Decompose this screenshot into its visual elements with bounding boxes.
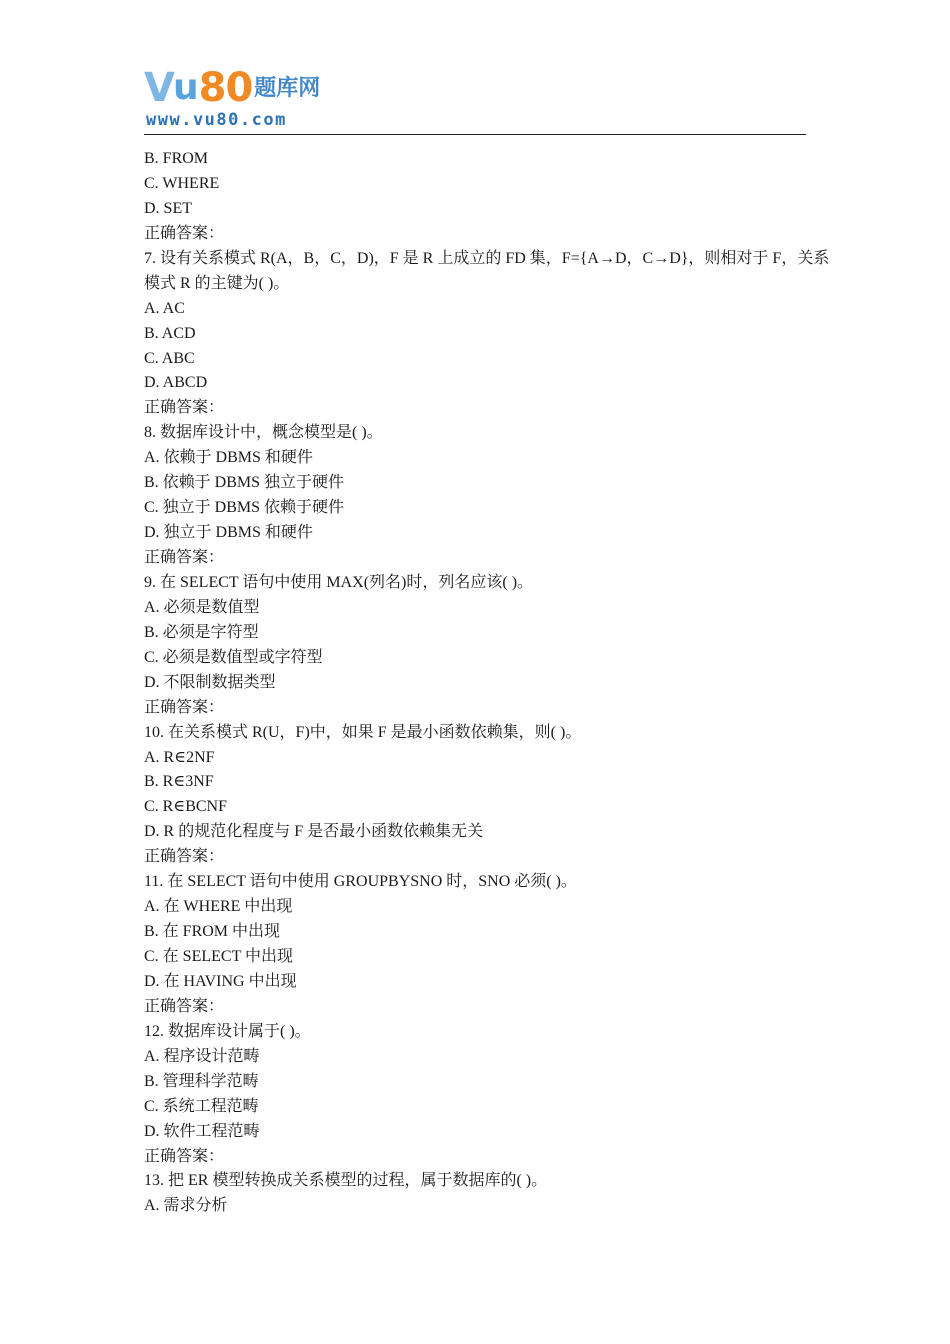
option-line: B. FROM bbox=[144, 150, 209, 167]
option-line: A. 程序设计范畴 bbox=[144, 1047, 260, 1065]
option-line: C. 必须是数值型或字符型 bbox=[144, 648, 323, 666]
answer-label: 正确答案： bbox=[144, 698, 225, 716]
question-line: 7. 设有关系模式 R(A，B，C，D)，F 是 R 上成立的 FD 集，F={A→D，C→D}，则相对于 F，关系 bbox=[144, 249, 830, 267]
question-line: 12. 数据库设计属于( )。 bbox=[144, 1022, 311, 1040]
option-line: A. 必须是数值型 bbox=[144, 598, 260, 616]
answer-label: 正确答案： bbox=[144, 399, 225, 417]
option-line: C. WHERE bbox=[144, 174, 220, 192]
option-line: B. 依赖于 DBMS 独立于硬件 bbox=[144, 474, 345, 492]
option-line: D. 软件工程范畴 bbox=[144, 1122, 260, 1140]
option-line: B. 必须是字符型 bbox=[144, 623, 259, 641]
option-line: A. 需求分析 bbox=[144, 1197, 228, 1215]
question-content bbox=[144, 147, 830, 1219]
option-line: D. ABCD bbox=[144, 374, 208, 392]
logo-url: www.vu80.com bbox=[146, 110, 287, 130]
option-line: A. 依赖于 DBMS 和硬件 bbox=[144, 449, 313, 467]
question-line: 11. 在 SELECT 语句中使用 GROUPBYSNO 时，SNO 必须( )。 bbox=[144, 873, 577, 891]
logo-letter-u: u bbox=[172, 67, 199, 108]
page-header bbox=[144, 62, 806, 136]
logo-wordmark bbox=[144, 62, 320, 110]
option-line: C. R∈BCNF bbox=[144, 798, 227, 816]
option-line: A. 在 WHERE 中出现 bbox=[144, 898, 293, 916]
question-line: 13. 把 ER 模型转换成关系模型的过程，属于数据库的( )。 bbox=[144, 1172, 548, 1190]
option-line: C. 独立于 DBMS 依赖于硬件 bbox=[144, 499, 345, 517]
option-line: D. SET bbox=[144, 199, 192, 217]
option-line: D. 独立于 DBMS 和硬件 bbox=[144, 524, 313, 542]
option-line: C. ABC bbox=[144, 349, 195, 367]
vu80-logo bbox=[144, 62, 334, 134]
question-line: 10. 在关系模式 R(U，F)中，如果 F 是最小函数依赖集，则( )。 bbox=[144, 723, 582, 741]
option-line: A. R∈2NF bbox=[144, 748, 215, 766]
answer-label: 正确答案： bbox=[144, 549, 225, 566]
logo-letter-v: V bbox=[144, 65, 173, 111]
option-line: C. 系统工程范畴 bbox=[144, 1097, 259, 1115]
option-line: B. 在 FROM 中出现 bbox=[144, 923, 281, 941]
option-line: D. R 的规范化程度与 F 是否最小函数依赖集无关 bbox=[144, 823, 484, 841]
logo-number: 80 bbox=[198, 65, 253, 111]
question-line: 9. 在 SELECT 语句中使用 MAX(列名)时，列名应该( )。 bbox=[144, 573, 534, 591]
option-line: B. R∈3NF bbox=[144, 773, 214, 791]
question-line: 模式 R 的主键为( )。 bbox=[144, 274, 290, 292]
option-line: B. 管理科学范畴 bbox=[144, 1072, 259, 1090]
answer-label: 正确答案： bbox=[144, 848, 225, 866]
question-line: 8. 数据库设计中，概念模型是( )。 bbox=[144, 424, 383, 442]
option-line: A. AC bbox=[144, 299, 185, 317]
option-line: B. ACD bbox=[144, 324, 196, 342]
answer-label: 正确答案： bbox=[144, 997, 225, 1015]
option-line: D. 在 HAVING 中出现 bbox=[144, 972, 297, 990]
logo-chinese-name: 题库网 bbox=[254, 76, 321, 101]
header-divider bbox=[144, 134, 806, 135]
option-line: C. 在 SELECT 中出现 bbox=[144, 948, 294, 965]
option-line: D. 不限制数据类型 bbox=[144, 673, 276, 691]
answer-label: 正确答案： bbox=[144, 1147, 225, 1165]
answer-label: 正确答案： bbox=[144, 224, 225, 242]
